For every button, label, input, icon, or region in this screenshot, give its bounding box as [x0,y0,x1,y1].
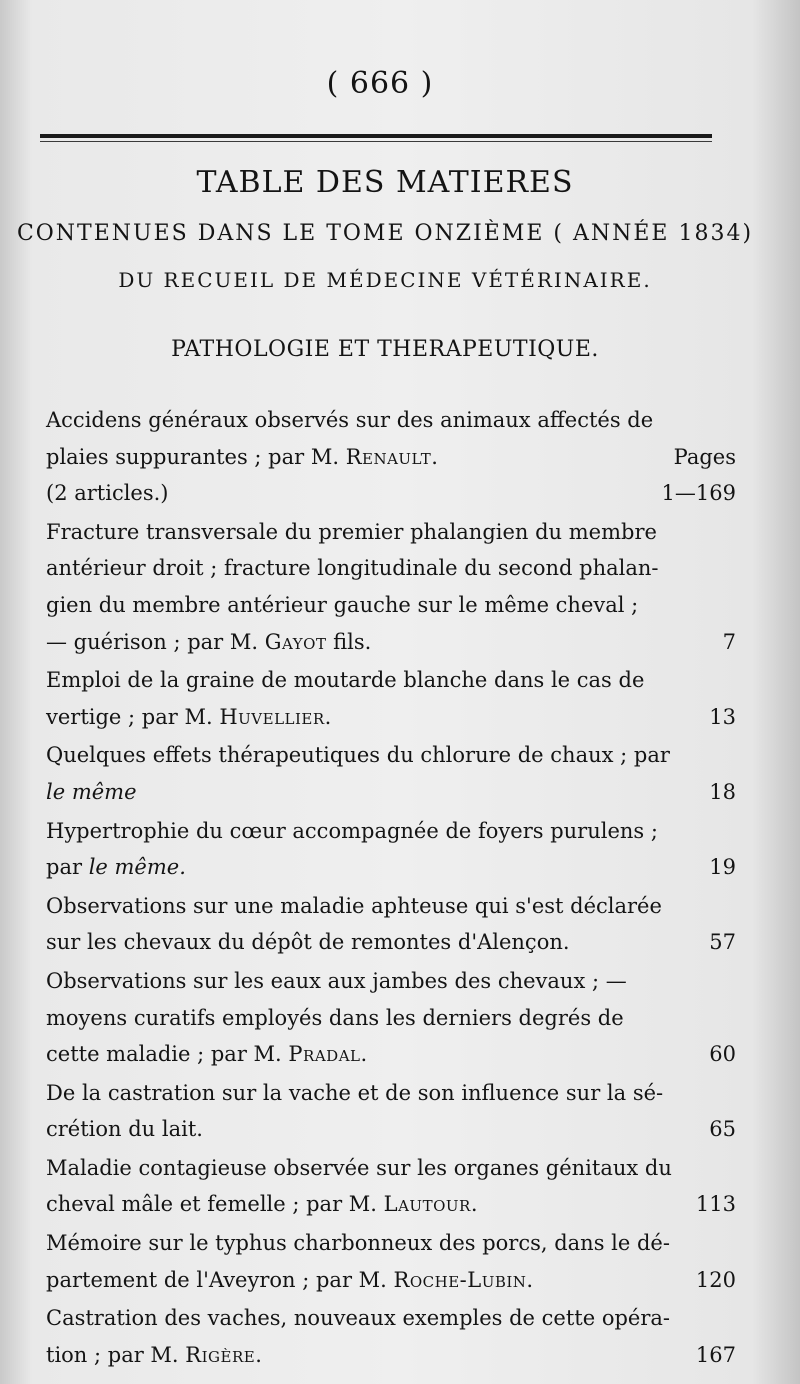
entry-page: 167 [695,1342,736,1367]
entry-author: Lautour. [383,1192,478,1217]
entry-line [46,475,736,512]
entry-author: le même. [88,855,186,880]
toc-entry [46,1225,736,1298]
toc-entry [46,737,736,810]
entry-author: Renault. [345,444,439,469]
header-rule-thin [40,141,712,142]
entry-line: antérieur droit ; fracture longitudinale du second phalan- [46,556,659,581]
toc-entry [46,514,736,660]
entry-line [46,1036,736,1073]
entry-text: tion ; par M. [46,1342,179,1367]
entry-author: Huvellier. [219,704,332,729]
entry-line: Maladie contagieuse observée sur les organes génitaux du [46,1155,672,1180]
entry-author: Roche-Lubin. [393,1267,534,1292]
entry-author: le même [46,779,137,804]
entry-page: 57 [709,930,736,955]
entry-line [46,1186,736,1223]
table-of-contents [46,402,736,1373]
entry-line: Accidens généraux observés sur des animaux affectés de [46,408,654,432]
entry-line: Fracture transversale du premier phalangien du membre [46,519,657,544]
entry-line: Observations sur les eaux aux jambes des chevaux ; — [46,968,627,993]
entry-page: 120 [695,1267,736,1292]
entry-text: (2 articles.) [46,481,169,506]
entry-author: Gayot [264,629,327,654]
page-number: ( 666 ) [326,66,434,101]
pages-label: Pages [673,444,736,469]
entry-text: par [46,855,83,880]
entry-page: 18 [709,779,736,804]
entry-line: gien du membre antérieur gauche sur le même cheval ; [46,592,639,617]
entry-page: 19 [709,855,736,880]
page-title: TABLE DES MATIERES [196,165,574,200]
toc-entry [46,888,736,961]
entry-line: Quelques effets thérapeutiques du chlorure de chaux ; par [46,743,670,768]
entry-line [46,849,736,886]
entry-page: 113 [695,1192,736,1217]
entry-line: Observations sur une maladie aphteuse qui s'est déclarée [46,893,662,918]
entry-line: moyens curatifs employés dans les derniers degrés de [46,1005,624,1030]
entry-text: crétion du lait. [46,1117,203,1142]
entry-text: cette maladie ; par M. [46,1042,282,1067]
entry-line [46,1262,736,1299]
entry-text: plaies suppurantes ; par M. [46,444,339,469]
subtitle-line-1: CONTENUES DANS LE TOME ONZIÈME ( ANNÉE 1834) [16,221,754,246]
entry-author-suffix: fils. [333,629,372,654]
header-rule-thick [40,134,712,138]
entry-page: 60 [709,1042,736,1067]
entry-text: cheval mâle et femelle ; par M. [46,1192,377,1217]
entry-line [46,1111,736,1148]
entry-text: sur les chevaux du dépôt de remontes d'Alençon. [46,930,570,955]
entry-line: Hypertrophie du cœur accompagnée de foyers purulens ; [46,818,658,843]
entry-line: Castration des vaches, nouveaux exemples de cette opéra- [46,1306,670,1331]
toc-entry [46,963,736,1073]
toc-entry [46,402,736,512]
subtitle-line-2: DU RECUEIL DE MÉDECINE VÉTÉRINAIRE. [118,268,652,292]
entry-line [46,924,736,961]
entry-text: — guérison ; par M. [46,629,259,654]
entry-page: 7 [722,629,736,654]
entry-line [46,699,736,736]
entry-page: 65 [709,1117,736,1142]
entry-text: vertige ; par M. [46,704,213,729]
entry-line [46,624,736,661]
entry-line: Mémoire sur le typhus charbonneux des porcs, dans le dé- [46,1231,670,1256]
entry-page: 13 [709,704,736,729]
entry-line [46,1337,736,1374]
toc-entry [46,1300,736,1373]
entry-author: Rigère. [185,1342,263,1367]
toc-entry [46,813,736,886]
section-heading: PATHOLOGIE ET THERAPEUTIQUE. [171,337,599,362]
entry-line [46,439,736,476]
toc-entry [46,1075,736,1148]
entry-line: Emploi de la graine de moutarde blanche dans le cas de [46,668,645,693]
entry-text: partement de l'Aveyron ; par M. [46,1267,387,1292]
toc-entry [46,662,736,735]
toc-entry [46,1150,736,1223]
entry-line [46,774,736,811]
entry-line: De la castration sur la vache et de son influence sur la sé- [46,1080,664,1105]
entry-page: 1—169 [661,481,736,506]
entry-author: Pradal. [288,1042,368,1067]
